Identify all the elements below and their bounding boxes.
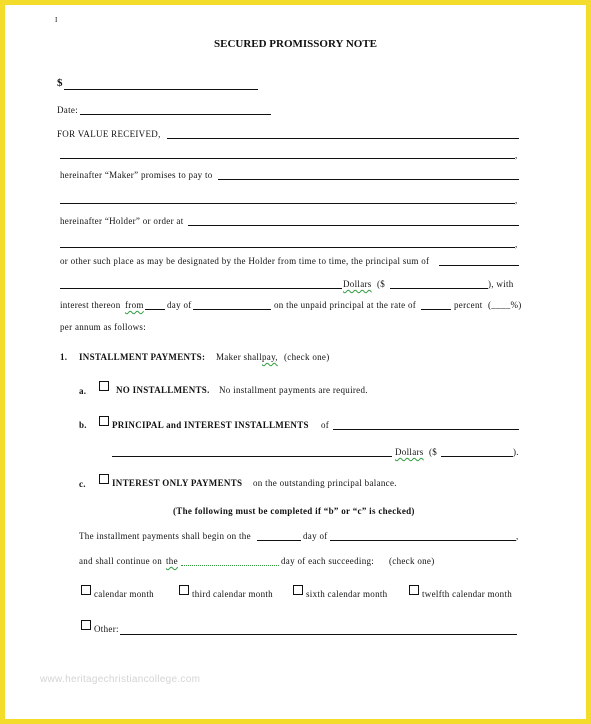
begin-comma: , (516, 531, 519, 541)
rate-words-field[interactable] (421, 309, 451, 310)
document-title: SECURED PROMISSORY NOTE (213, 38, 377, 50)
begin-day-field[interactable] (257, 540, 301, 541)
percent-number-field[interactable]: (____%) (488, 300, 522, 310)
maker-name-field[interactable] (167, 138, 519, 139)
option-a-checkbox[interactable] (99, 381, 109, 391)
option-a-letter: a. (79, 386, 87, 396)
option-c-letter: c. (79, 479, 86, 489)
calendar-month-label: calendar month (94, 589, 154, 599)
date-field[interactable] (80, 114, 271, 115)
installment-amount-field[interactable] (441, 456, 513, 457)
option-c-checkbox[interactable] (99, 474, 109, 484)
from-label: from (125, 300, 144, 310)
calendar-month-checkbox[interactable] (81, 585, 91, 595)
twelfth-month-checkbox[interactable] (409, 585, 419, 595)
option-b-of: of (321, 420, 330, 430)
option-b-letter: b. (79, 420, 87, 430)
holder-text: hereinafter “Holder” or order at (60, 216, 184, 226)
principal-words-field[interactable] (439, 265, 519, 266)
third-month-checkbox[interactable] (179, 585, 189, 595)
interest-from-field[interactable] (145, 309, 165, 310)
maker-name-field-2[interactable] (60, 158, 515, 159)
installment-words-field-2[interactable] (112, 456, 392, 457)
option-c-title: INTEREST ONLY PAYMENTS (112, 478, 243, 488)
date-label: Date: (57, 105, 78, 115)
installment-words-field[interactable] (333, 429, 519, 430)
option-b-title: PRINCIPAL and INTEREST INSTALLMENTS (112, 420, 309, 430)
corner-mark: I (55, 16, 58, 24)
sixth-month-checkbox[interactable] (293, 585, 303, 595)
continue-check: (check one) (389, 556, 435, 566)
other-label: Other: (94, 624, 119, 634)
twelfth-month-label: twelfth calendar month (422, 589, 513, 599)
amount-dollar-sign: $ (57, 77, 63, 89)
payee-field[interactable] (218, 179, 519, 180)
continue-text: and shall continue on (79, 556, 163, 566)
third-month-label: third calendar month (192, 589, 273, 599)
maker-text: hereinafter “Maker” promises to pay to (60, 170, 213, 180)
interest-text: interest thereon (60, 300, 121, 310)
comma-mark: , (515, 239, 518, 249)
for-value-text: FOR VALUE RECEIVED, (57, 129, 161, 139)
option-b-close: ). (513, 447, 519, 457)
comma-mark: , (515, 195, 518, 205)
continue-day-field[interactable] (181, 565, 279, 566)
option-b-dollars: Dollars (395, 447, 424, 457)
section-number: 1. (60, 352, 68, 362)
unpaid-text: on the unpaid principal at the rate of (274, 300, 417, 310)
sixth-month-label: sixth calendar month (306, 589, 388, 599)
option-a-title: NO INSTALLMENTS. (116, 385, 210, 395)
payee-field-2[interactable] (60, 203, 515, 204)
comma-mark: , (515, 150, 518, 160)
option-b-checkbox[interactable] (99, 416, 109, 426)
day-of-label: day of (167, 300, 192, 310)
continue-day: day of each succeeding: (281, 556, 375, 566)
other-checkbox[interactable] (81, 620, 91, 630)
holder-address-field-2[interactable] (60, 247, 515, 248)
section-pay: pay, (262, 352, 278, 362)
begin-month-field[interactable] (330, 540, 516, 541)
other-field[interactable] (120, 634, 517, 635)
dollar-paren: ($ (377, 279, 386, 289)
watermark: www.heritagechristiancollege.com (40, 674, 201, 685)
continue-the: the (166, 556, 178, 566)
begin-text: The installment payments shall begin on the (79, 531, 251, 541)
dollars-label: Dollars (343, 279, 372, 289)
interest-month-field[interactable] (193, 309, 271, 310)
per-annum-text: per annum as follows: (60, 322, 147, 332)
section-title: INSTALLMENT PAYMENTS: (79, 352, 206, 362)
completion-note: (The following must be completed if “b” or “c” is checked) (173, 506, 415, 516)
option-c-text: on the outstanding principal balance. (253, 478, 397, 488)
section-text-b: (check one) (284, 352, 330, 362)
paren-close-with: ), with (488, 279, 514, 289)
section-text-a: Maker shall (216, 352, 263, 362)
principal-words-field-2[interactable] (60, 288, 342, 289)
holder-address-field[interactable] (188, 225, 519, 226)
other-place-text: or other such place as may be designated by the Holder from time to time, the principal sum of (60, 256, 430, 266)
option-b-paren: ($ (429, 447, 438, 457)
principal-amount-field[interactable] (390, 288, 488, 289)
begin-day-of: day of (303, 531, 328, 541)
option-a-text: No installment payments are required. (219, 385, 368, 395)
percent-label: percent (454, 300, 483, 310)
amount-field[interactable] (64, 89, 258, 90)
